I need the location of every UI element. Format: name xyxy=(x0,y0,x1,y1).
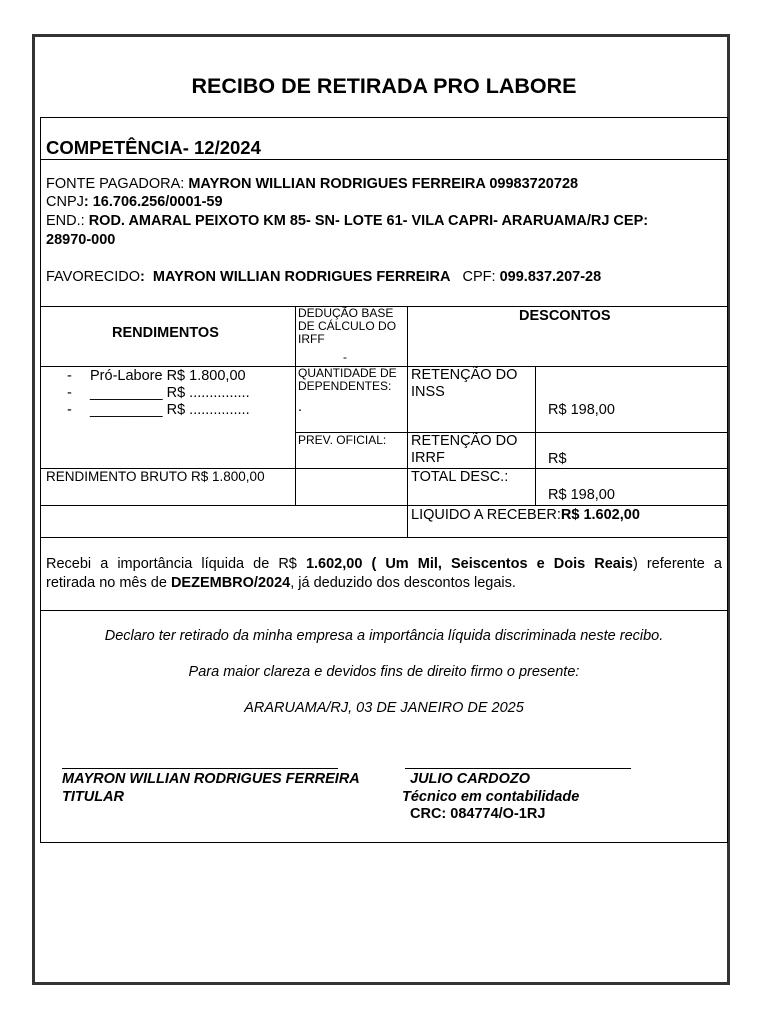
prev-oficial-label: PREV. OFICIAL: xyxy=(298,433,387,447)
fonte-value: MAYRON WILLIAN RODRIGUES FERREIRA 09983720728 xyxy=(188,176,579,192)
header-deducao-dash: - xyxy=(343,350,347,364)
recebi-amount: 1.602,00 ( Um Mil, Seiscentos e Dois Reais xyxy=(305,556,633,572)
favorecido-colon: : xyxy=(140,269,145,285)
rend-dash: - xyxy=(67,368,72,384)
rendimento-bruto: RENDIMENTO BRUTO R$ 1.800,00 xyxy=(46,469,265,484)
fonte-pagadora-line xyxy=(46,176,578,192)
rend-value: R$ ............... xyxy=(166,385,250,401)
cnpj-label: CNPJ xyxy=(46,194,84,210)
recebi-line-2 xyxy=(46,575,516,591)
titular-role: TITULAR xyxy=(62,789,125,805)
rend-blank: _________ xyxy=(90,385,163,401)
end-value-2: 28970-000 xyxy=(46,232,116,248)
favorecido-name: MAYRON WILLIAN RODRIGUES FERREIRA xyxy=(152,269,451,285)
document-title: RECIBO DE RETIRADA PRO LABORE xyxy=(191,74,577,98)
end-label: END.: xyxy=(46,213,89,229)
end-value-1: ROD. AMARAL PEIXOTO KM 85- SN- LOTE 61- VILA CAPRI- ARARUAMA/RJ CEP: xyxy=(88,213,649,229)
cpf-value: 099.837.207-28 xyxy=(499,269,602,285)
table-col-line xyxy=(295,306,296,505)
recebi-text: , já deduzido dos descontos legais. xyxy=(290,575,516,591)
competencia: COMPETÊNCIA- 12/2024 xyxy=(46,137,261,158)
table-col-line xyxy=(535,366,536,505)
favorecido-line xyxy=(46,269,601,285)
inss-label: RETENÇÃO DO INSS xyxy=(411,367,518,400)
rend-line-3 xyxy=(90,402,250,418)
cnpj-line xyxy=(46,194,223,210)
recebi-text: ) referente a xyxy=(632,556,722,572)
header-descontos: DESCONTOS xyxy=(519,308,611,324)
recebi-month: DEZEMBRO/2024 xyxy=(170,575,291,591)
rend-blank: _________ xyxy=(90,402,163,418)
divider xyxy=(40,159,728,160)
declaracao-box xyxy=(40,610,728,843)
dependentes-value: . xyxy=(298,399,303,415)
rend-dash: - xyxy=(67,385,72,401)
table-col-line xyxy=(407,306,408,537)
endereco-line xyxy=(46,213,648,229)
total-desc-label: TOTAL DESC.: xyxy=(411,469,509,485)
rend-pro-labore: Pró-Labore R$ 1.800,00 xyxy=(90,368,246,384)
rend-dash: - xyxy=(67,402,72,418)
contador-name: JULIO CARDOZO xyxy=(410,771,531,787)
irrf-value: R$ xyxy=(548,451,567,467)
signature-line-titular xyxy=(62,768,338,769)
table-bottom-line xyxy=(40,537,728,538)
inss-value: R$ 198,00 xyxy=(548,402,615,418)
contador-role: Técnico em contabilidade xyxy=(402,789,580,805)
titular-name: MAYRON WILLIAN RODRIGUES FERREIRA xyxy=(62,771,360,787)
total-desc-value: R$ 198,00 xyxy=(548,487,615,503)
cnpj-value: : 16.706.256/0001-59 xyxy=(83,194,223,210)
favorecido-label: FAVORECIDO xyxy=(46,269,140,285)
header-deducao: DEDUÇÃO BASE DE CÁLCULO DO IRFF xyxy=(298,306,397,346)
rend-value: R$ ............... xyxy=(166,402,250,418)
declaracao-line-1: Declaro ter retirado da minha empresa a importância líquida discriminada neste recibo. xyxy=(104,628,664,644)
rend-line-2 xyxy=(90,385,250,401)
liquido-label: LIQUIDO A RECEBER: xyxy=(411,507,561,523)
liquido-line xyxy=(411,507,640,523)
liquido-value: R$ 1.602,00 xyxy=(560,507,640,523)
recebi-text: retirada no mês de xyxy=(46,575,171,591)
irrf-label: RETENÇÃO DO IRRF xyxy=(411,433,518,466)
table-line xyxy=(40,505,728,506)
contador-crc: CRC: 084774/O-1RJ xyxy=(410,806,546,822)
header-rendimentos: RENDIMENTOS xyxy=(112,325,219,341)
cpf-label: CPF: xyxy=(462,269,500,285)
recebi-text: Recebi a importância líquida de R$ xyxy=(46,556,306,572)
signature-line-contador xyxy=(405,768,631,769)
fonte-label: FONTE PAGADORA: xyxy=(46,176,189,192)
dependentes-label: QUANTIDADE DE DEPENDENTES: xyxy=(298,366,397,393)
recebi-line-1 xyxy=(46,556,722,572)
declaracao-line-2: Para maior clareza e devidos fins de direito firmo o presente: xyxy=(188,664,580,680)
date-place: ARARUAMA/RJ, 03 DE JANEIRO DE 2025 xyxy=(244,700,524,716)
